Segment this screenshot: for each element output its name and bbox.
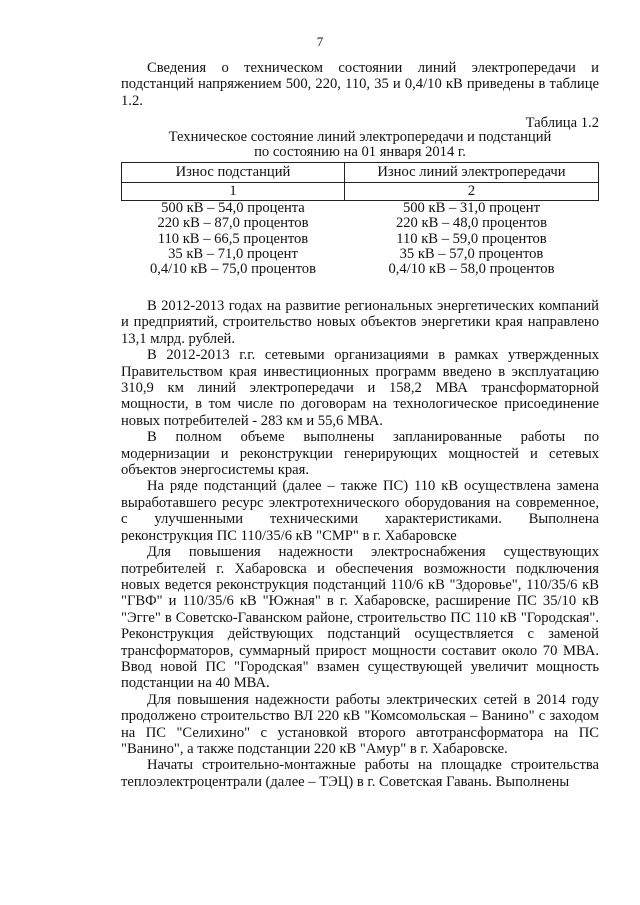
column-number-1: 1 xyxy=(122,183,345,201)
table-cell: 0,4/10 кВ – 58,0 процентов xyxy=(388,261,555,278)
table-title xyxy=(121,130,599,159)
paragraph-power-line-construction: Для повышения надежности работы электрических сетей в 2014 году продолжено строительство ВЛ 220 кВ "Комсомольская – Ванино" с заходом на ПС "Селихино" с установкой второго автотрансформатора на ПС "Ванино", а также подстанции 220 кВ "Амур" в г. Хабаровске. xyxy=(121,691,599,757)
paragraph-equipment-replacement: На ряде подстанций (далее – также ПС) 110 кВ осуществлена замена выработавшего ресурс электротехнического оборудования на современное, с улучшенными техническими характеристиками. Выполнена реконструкция ПС 110/35/6 кВ "СМР" в г. Хабаровске xyxy=(121,478,599,544)
table-cell: 220 кВ – 48,0 процентов xyxy=(395,215,547,232)
intro-section xyxy=(121,60,599,109)
table-cell: 35 кВ – 71,0 процент xyxy=(168,245,298,262)
header-substations-wear: Износ подстанций xyxy=(122,163,345,183)
header-lines-wear: Износ линий электропередачи xyxy=(344,163,598,183)
table-cell: 110 кВ – 59,0 процентов xyxy=(396,230,547,247)
table-row xyxy=(122,216,599,231)
intro-paragraph: Сведения о техническом состоянии линий электропередачи и подстанций напряжением 500, 220, 110, 35 и 0,4/10 кВ приведены в таблице 1.2. xyxy=(121,60,599,109)
table-cell: 110 кВ – 66,5 процентов xyxy=(157,230,309,247)
table-title-line-1: Техническое состояние линий электропередачи и подстанций xyxy=(168,129,552,145)
table-row xyxy=(122,247,599,262)
page-number: 7 xyxy=(316,34,324,49)
table-row xyxy=(122,201,599,217)
table-row xyxy=(122,232,599,247)
table-row xyxy=(122,262,599,277)
table-column-number-row xyxy=(122,183,599,201)
body-text xyxy=(121,298,599,790)
technical-state-table xyxy=(121,162,599,277)
table-cell: 500 кВ – 54,0 процента xyxy=(161,200,305,216)
paragraph-modernization: В полном объеме выполнены запланированные работы по модернизации и реконструкции генерирующих мощностей и сетевых объектов энергосистемы края. xyxy=(121,429,599,479)
table-title-line-2: по состоянию на 01 января 2014 г. xyxy=(254,143,466,160)
paragraph-chp-construction: Начаты строительно-монтажные работы на площадке строительства теплоэлектроцентрали (далее – ТЭЦ) в г. Советская Гавань. Выполнены xyxy=(121,757,599,790)
table-cell: 0,4/10 кВ – 75,0 процентов xyxy=(149,261,316,278)
paragraph-grid-commissioning: В 2012-2013 г.г. сетевыми организациями в рамках утвержденных Правительством края инвестиционных программ введено в эксплуатацию 310,9 км линий электропередачи и 158,2 МВА трансформаторной мощности, в том числе по договорам на технологическое присоединение новых потребителей - 283 км и 55,6 МВА. xyxy=(121,347,599,429)
paragraph-investment: В 2012-2013 годах на развитие региональных энергетических компаний и предприятий, строительство новых объектов энергетики края направлено 13,1 млрд. рублей. xyxy=(121,298,599,347)
table-number-label: Таблица 1.2 xyxy=(525,115,599,131)
table-header-row xyxy=(122,163,599,183)
table-cell: 35 кВ – 57,0 процентов xyxy=(399,245,544,262)
table-cell: 500 кВ – 31,0 процент xyxy=(402,200,540,216)
column-number-2: 2 xyxy=(344,183,598,201)
paragraph-reliability-khabarovsk: Для повышения надежности электроснабжения существующих потребителей г. Хабаровска и обеспечения возможности подключения новых ведется реконструкция подстанций 110/6 кВ "Здоровье", 110/35/6 кВ "ГВФ" и 110/35/6 кВ "Южная" в г. Хабаровске, расширение ПС 35/10 кВ "Эгге" в Советско-Гаванском районе, строительство ПС 110 кВ "Городская". Реконструкция действующих подстанций осуществляется с заменой трансформаторов, суммарный прирост мощности составит около 70 МВА. Ввод новой ПС "Городская" взамен существующей увеличит мощность подстанции на 40 МВА. xyxy=(121,544,599,692)
table-cell: 220 кВ – 87,0 процентов xyxy=(157,215,309,232)
